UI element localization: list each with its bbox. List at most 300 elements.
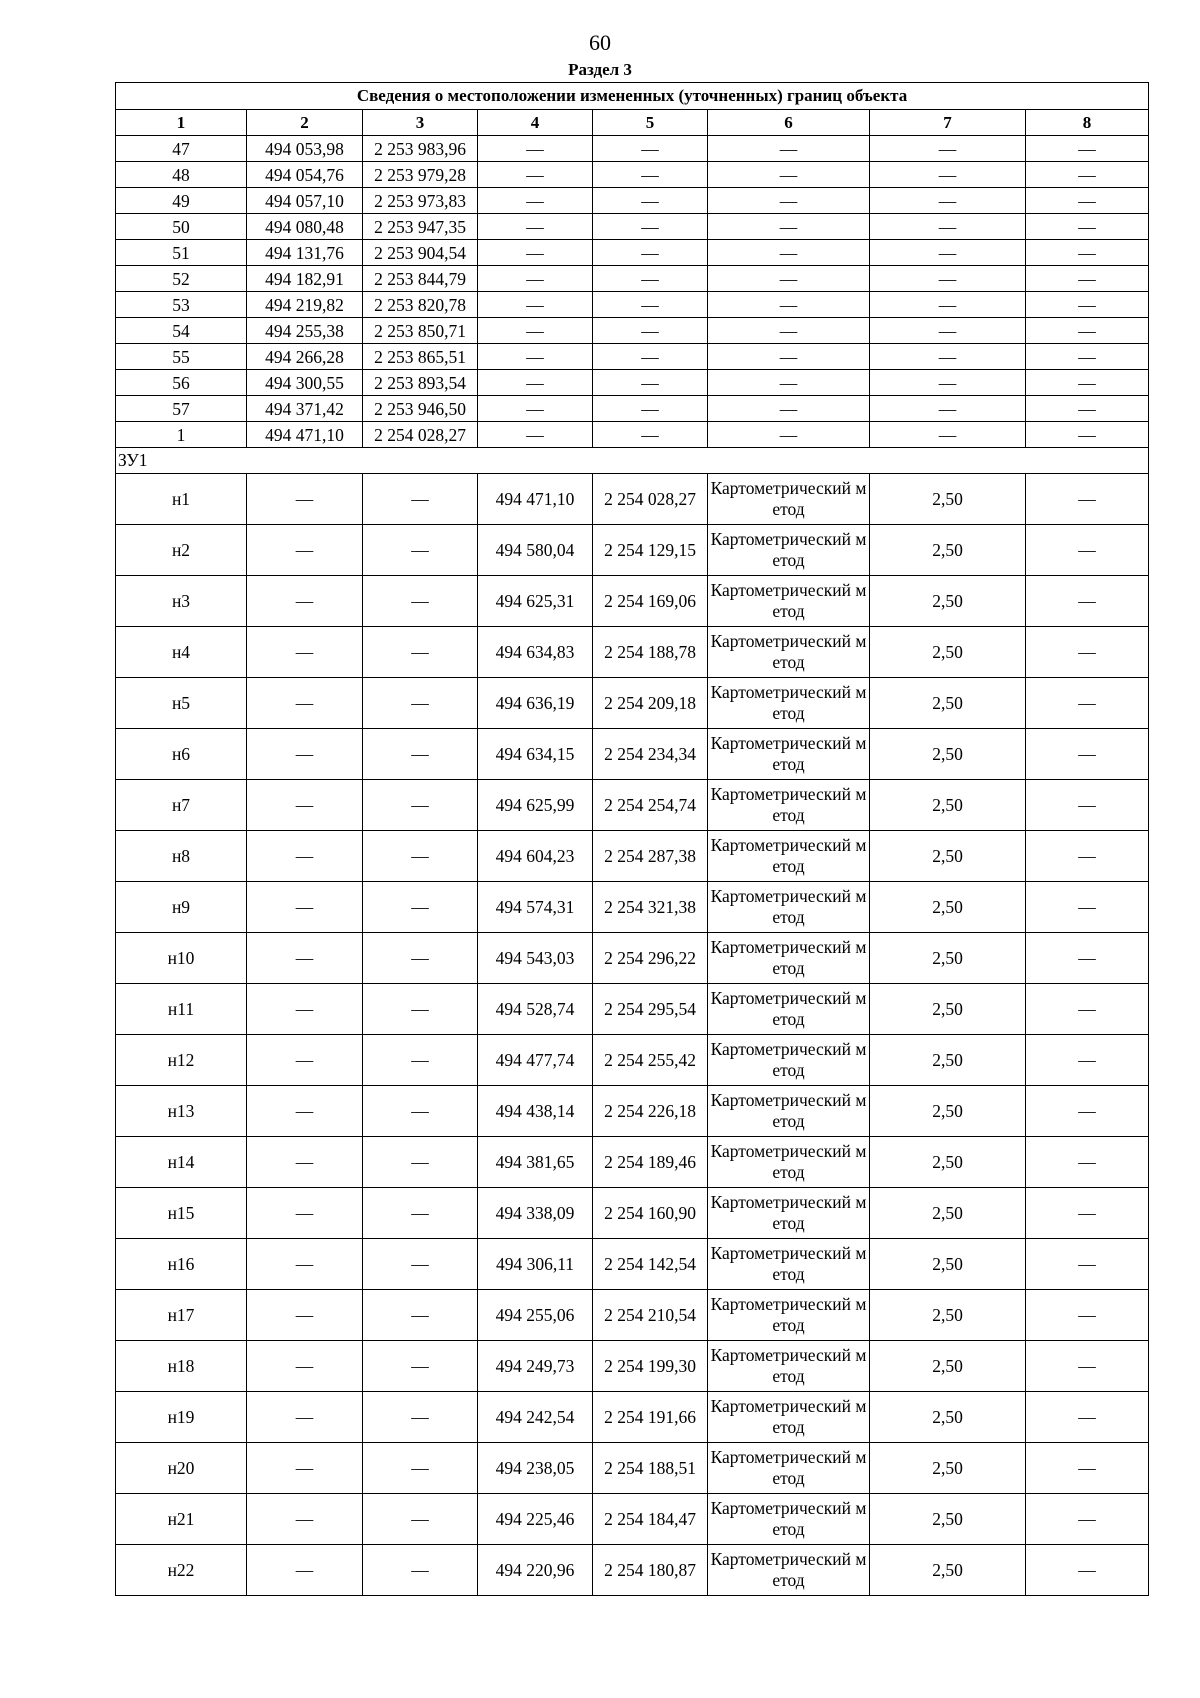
table-cell: 2 254 028,27 [593,474,708,525]
table-cell: — [870,266,1026,292]
table-cell: — [478,318,593,344]
table-cell: 51 [116,240,247,266]
table-cell: — [870,162,1026,188]
table-row [116,525,1149,576]
table-cell: 494 636,19 [478,678,593,729]
method-cell: Картометрический метод [708,627,870,678]
table-cell: — [1026,882,1149,933]
table-cell: 2 253 844,79 [363,266,478,292]
table-cell: — [1026,344,1149,370]
column-header: 7 [870,110,1026,136]
table-cell: 2 253 904,54 [363,240,478,266]
table-cell: 494 238,05 [478,1443,593,1494]
table-row [116,1035,1149,1086]
table-cell: н19 [116,1392,247,1443]
table-cell: — [593,318,708,344]
table-cell: 2 254 295,54 [593,984,708,1035]
table-cell: — [363,1392,478,1443]
table-cell: — [363,678,478,729]
table-cell: 55 [116,344,247,370]
table-row [116,396,1149,422]
table-cell: 2 253 983,96 [363,136,478,162]
table-cell: н7 [116,780,247,831]
table-cell: — [478,136,593,162]
table-cell: — [708,396,870,422]
table-row [116,266,1149,292]
table-cell: — [363,474,478,525]
table-cell: 2,50 [870,474,1026,525]
method-cell: Картометрический метод [708,1188,870,1239]
table-cell: 494 604,23 [478,831,593,882]
table-cell: — [1026,266,1149,292]
table-cell: — [363,576,478,627]
table-cell: 494 054,76 [247,162,363,188]
table-cell: 2,50 [870,780,1026,831]
table-cell: — [363,831,478,882]
table-cell: 494 381,65 [478,1137,593,1188]
table-cell: 2 254 321,38 [593,882,708,933]
table-cell: — [870,318,1026,344]
table-cell: 2 254 180,87 [593,1545,708,1596]
table-cell: — [1026,136,1149,162]
table-row [116,1494,1149,1545]
table-cell: 50 [116,214,247,240]
table-cell: — [593,266,708,292]
table-cell: — [1026,525,1149,576]
table-cell: — [478,214,593,240]
table-cell: — [1026,729,1149,780]
table-cell: 494 266,28 [247,344,363,370]
table-cell: н5 [116,678,247,729]
table-cell: н13 [116,1086,247,1137]
table-cell: 494 080,48 [247,214,363,240]
table-cell: 2 253 973,83 [363,188,478,214]
table-cell: 2 253 865,51 [363,344,478,370]
table-cell: 494 625,31 [478,576,593,627]
table-row [116,162,1149,188]
table-cell: 494 220,96 [478,1545,593,1596]
table-cell: — [1026,422,1149,448]
column-header: 2 [247,110,363,136]
table-cell: 494 255,06 [478,1290,593,1341]
table-row [116,422,1149,448]
table-cell: 2,50 [870,1086,1026,1137]
table-row [116,933,1149,984]
table-cell: 494 242,54 [478,1392,593,1443]
table-cell: — [363,627,478,678]
table-cell: — [478,370,593,396]
table-cell: — [247,1443,363,1494]
table-cell: 494 438,14 [478,1086,593,1137]
column-header: 8 [1026,110,1149,136]
table-cell: 494 219,82 [247,292,363,318]
table-cell: — [247,1239,363,1290]
table-cell: 2,50 [870,627,1026,678]
table-cell: — [247,1035,363,1086]
method-cell: Картометрический метод [708,1035,870,1086]
table-cell: 2 254 234,34 [593,729,708,780]
table-cell: 2 254 254,74 [593,780,708,831]
table-cell: — [1026,162,1149,188]
table-cell: — [247,933,363,984]
table-cell: 494 300,55 [247,370,363,396]
table-row [116,1392,1149,1443]
table-cell: н14 [116,1137,247,1188]
table-cell: 2 254 188,78 [593,627,708,678]
table-cell: н1 [116,474,247,525]
table-cell: — [1026,396,1149,422]
table-cell: н15 [116,1188,247,1239]
method-cell: Картометрический метод [708,831,870,882]
table-cell: 2,50 [870,678,1026,729]
table-cell: 494 625,99 [478,780,593,831]
table-cell: 494 057,10 [247,188,363,214]
method-cell: Картометрический метод [708,678,870,729]
table-cell: — [870,396,1026,422]
table-cell: — [1026,1341,1149,1392]
table-row [116,474,1149,525]
table-cell: — [593,214,708,240]
table-cell: — [247,984,363,1035]
method-cell: Картометрический метод [708,1239,870,1290]
table-row [116,1137,1149,1188]
table-cell: — [1026,1188,1149,1239]
table-cell: 494 477,74 [478,1035,593,1086]
table-cell: 2,50 [870,525,1026,576]
table-cell: 2,50 [870,1443,1026,1494]
table-cell: — [870,188,1026,214]
table-cell: — [247,1086,363,1137]
table-cell: — [1026,1086,1149,1137]
table-cell: — [1026,1494,1149,1545]
table-cell: — [363,525,478,576]
table-cell: — [363,984,478,1035]
table-cell: — [1026,627,1149,678]
table-cell: — [478,396,593,422]
table-row [116,370,1149,396]
table-cell: — [1026,780,1149,831]
method-cell: Картометрический метод [708,1443,870,1494]
table-cell: 494 580,04 [478,525,593,576]
page-number: 60 [589,30,611,55]
table-cell: — [363,882,478,933]
column-header: 6 [708,110,870,136]
table-cell: — [363,1443,478,1494]
column-header: 5 [593,110,708,136]
table-cell: 2,50 [870,1035,1026,1086]
table-cell: — [363,1494,478,1545]
table-cell: 494 543,03 [478,933,593,984]
table-cell: — [708,188,870,214]
table-cell: — [363,933,478,984]
table-cell: 2,50 [870,1392,1026,1443]
table-cell: — [1026,318,1149,344]
table-cell: 2 253 850,71 [363,318,478,344]
table-cell: 2,50 [870,1188,1026,1239]
table-cell: 2 254 287,38 [593,831,708,882]
table-cell: — [1026,1239,1149,1290]
table-cell: 2,50 [870,1545,1026,1596]
group-label: ЗУ1 [116,448,1149,474]
table-cell: — [708,214,870,240]
table-cell: — [1026,1035,1149,1086]
table-cell: — [247,1545,363,1596]
table-cell: 2 254 255,42 [593,1035,708,1086]
table-cell: 54 [116,318,247,344]
method-cell: Картометрический метод [708,729,870,780]
table-cell: — [1026,1545,1149,1596]
table-cell: — [1026,474,1149,525]
method-cell: Картометрический метод [708,1290,870,1341]
table-cell: 2 253 947,35 [363,214,478,240]
table-cell: 2,50 [870,831,1026,882]
table-cell: — [1026,1137,1149,1188]
table-cell: н16 [116,1239,247,1290]
table-row [116,1188,1149,1239]
table-cell: н9 [116,882,247,933]
table-cell: — [708,240,870,266]
table-cell: 2,50 [870,576,1026,627]
table-cell: 2 253 820,78 [363,292,478,318]
table-cell: — [247,1137,363,1188]
table-cell: 494 306,11 [478,1239,593,1290]
table-row [116,1290,1149,1341]
table-cell: 2 254 169,06 [593,576,708,627]
table-cell: — [708,162,870,188]
table-cell: н18 [116,1341,247,1392]
method-cell: Картометрический метод [708,1086,870,1137]
table-row [116,576,1149,627]
table-cell: — [363,1137,478,1188]
table-cell: — [593,396,708,422]
method-cell: Картометрический метод [708,1137,870,1188]
table-cell: 2 254 226,18 [593,1086,708,1137]
table-cell: — [708,344,870,370]
table-cell: — [247,882,363,933]
table-cell: 494 182,91 [247,266,363,292]
table-cell: — [1026,188,1149,214]
table-row [116,882,1149,933]
table-cell: 2 254 199,30 [593,1341,708,1392]
table-row [116,344,1149,370]
table-cell: 2 254 210,54 [593,1290,708,1341]
table-cell: — [870,136,1026,162]
table-cell: н8 [116,831,247,882]
table-cell: 494 371,42 [247,396,363,422]
method-cell: Картометрический метод [708,576,870,627]
table-cell: — [478,344,593,370]
method-cell: Картометрический метод [708,882,870,933]
method-cell: Картометрический метод [708,474,870,525]
table-cell: — [593,422,708,448]
table-cell: н10 [116,933,247,984]
table-cell: — [708,370,870,396]
table-cell: — [247,678,363,729]
table-cell: 2,50 [870,1341,1026,1392]
table-cell: — [870,292,1026,318]
table-cell: — [478,422,593,448]
table-cell: — [247,780,363,831]
table-cell: — [363,1188,478,1239]
table-cell: 2 253 946,50 [363,396,478,422]
table-cell: — [478,188,593,214]
table-cell: 494 249,73 [478,1341,593,1392]
table-cell: 494 634,83 [478,627,593,678]
table-cell: — [593,188,708,214]
table-cell: — [247,1188,363,1239]
table-cell: н6 [116,729,247,780]
table-row [116,780,1149,831]
table-cell: 2,50 [870,729,1026,780]
table-cell: 2 253 979,28 [363,162,478,188]
table-cell: — [1026,214,1149,240]
section-title: Раздел 3 [568,60,632,79]
table-cell: 56 [116,370,247,396]
table-cell: — [247,729,363,780]
table-cell: 494 255,38 [247,318,363,344]
method-cell: Картометрический метод [708,984,870,1035]
table-cell: 494 574,31 [478,882,593,933]
table-cell: — [1026,1290,1149,1341]
table-cell: — [1026,984,1149,1035]
table-cell: 494 053,98 [247,136,363,162]
table-row [116,729,1149,780]
table-cell: — [247,474,363,525]
table-cell: н20 [116,1443,247,1494]
table-cell: — [247,576,363,627]
table-cell: — [478,240,593,266]
table-body [116,136,1149,1596]
table-row [116,831,1149,882]
table-cell: — [708,422,870,448]
table-cell: — [247,1494,363,1545]
table-cell: 53 [116,292,247,318]
table-cell: 2 254 189,46 [593,1137,708,1188]
table-cell: н21 [116,1494,247,1545]
table-row [116,627,1149,678]
method-cell: Картометрический метод [708,1545,870,1596]
table-cell: — [1026,678,1149,729]
column-header: 1 [116,110,247,136]
table-cell: 2 254 296,22 [593,933,708,984]
table-cell: 57 [116,396,247,422]
table-cell: — [1026,292,1149,318]
table-cell: — [870,240,1026,266]
table-cell: — [708,266,870,292]
table-cell: н22 [116,1545,247,1596]
table-cell: 2,50 [870,1239,1026,1290]
table-cell: 2,50 [870,1137,1026,1188]
header-row [116,110,1149,136]
table-cell: — [247,627,363,678]
table-row [116,984,1149,1035]
table-cell: — [1026,1443,1149,1494]
table-cell: — [247,1341,363,1392]
table-cell: 2 253 893,54 [363,370,478,396]
table-cell: — [478,292,593,318]
group-row [116,448,1149,474]
table-cell: — [363,1341,478,1392]
table-row [116,292,1149,318]
table-cell: — [363,1086,478,1137]
table-cell: 2,50 [870,882,1026,933]
table-cell: 494 471,10 [478,474,593,525]
table-row [116,1341,1149,1392]
table-cell: 2,50 [870,1494,1026,1545]
table-cell: — [247,525,363,576]
method-cell: Картометрический метод [708,780,870,831]
table-cell: 2,50 [870,1290,1026,1341]
table-row [116,214,1149,240]
table-cell: — [247,1392,363,1443]
method-cell: Картометрический метод [708,1341,870,1392]
method-cell: Картометрический метод [708,1494,870,1545]
column-header: 4 [478,110,593,136]
table-cell: 2,50 [870,933,1026,984]
table-cell: — [593,162,708,188]
table-cell: — [870,344,1026,370]
table-cell: — [363,1035,478,1086]
boundary-table [115,82,1149,1596]
table-cell: — [593,344,708,370]
table-row [116,1086,1149,1137]
table-cell: — [708,292,870,318]
table-cell: 1 [116,422,247,448]
table-cell: 2 254 142,54 [593,1239,708,1290]
table-cell: — [1026,933,1149,984]
table-cell: 2 254 129,15 [593,525,708,576]
table-cell: — [247,1290,363,1341]
table-cell: н4 [116,627,247,678]
table-cell: — [1026,1392,1149,1443]
table-cell: н2 [116,525,247,576]
table-cell: 52 [116,266,247,292]
table-cell: 494 338,09 [478,1188,593,1239]
table-caption: Сведения о местоположении измененных (уточненных) границ объекта [116,83,1149,110]
table-cell: 2 254 209,18 [593,678,708,729]
table-cell: — [478,162,593,188]
table-cell: н11 [116,984,247,1035]
table-cell: — [247,831,363,882]
table-cell: 494 131,76 [247,240,363,266]
table-cell: 2,50 [870,984,1026,1035]
table-row [116,240,1149,266]
table-cell: н17 [116,1290,247,1341]
table-cell: н12 [116,1035,247,1086]
table-row [116,1545,1149,1596]
table-cell: 494 225,46 [478,1494,593,1545]
table-cell: 494 634,15 [478,729,593,780]
table-cell: 2 254 188,51 [593,1443,708,1494]
table-cell: — [363,729,478,780]
table-cell: — [1026,831,1149,882]
table-cell: — [1026,370,1149,396]
table-cell: — [870,214,1026,240]
table-cell: — [363,1545,478,1596]
table-cell: — [593,292,708,318]
table-cell: — [363,1239,478,1290]
table-cell: 48 [116,162,247,188]
table-cell: — [593,370,708,396]
table-cell: — [593,136,708,162]
table-cell: 2 254 184,47 [593,1494,708,1545]
table-cell: 2 254 191,66 [593,1392,708,1443]
table-cell: — [363,780,478,831]
table-cell: — [870,370,1026,396]
table-row [116,188,1149,214]
method-cell: Картометрический метод [708,525,870,576]
table-cell: — [1026,240,1149,266]
